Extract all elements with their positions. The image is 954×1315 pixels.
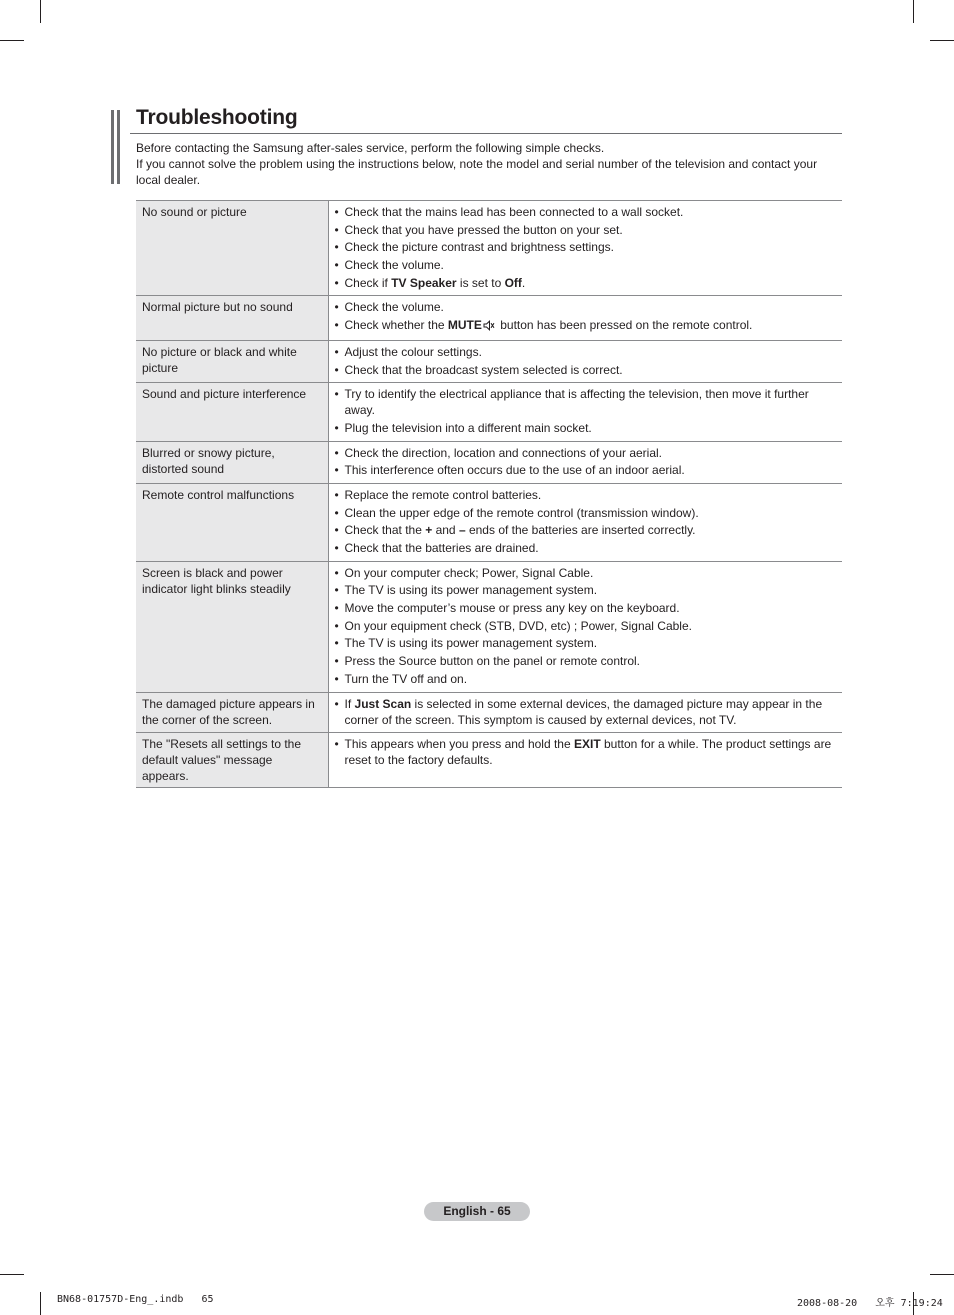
solution-item: [335, 204, 837, 220]
solution-cell: [328, 201, 842, 296]
solution-list: [335, 736, 837, 768]
print-timestamp: 2008-08-20 오후 7:19:24: [797, 1298, 943, 1309]
page-title: Troubleshooting: [136, 106, 298, 129]
solution-item: [335, 582, 837, 598]
solution-item: [335, 257, 837, 273]
solution-item: [335, 445, 837, 461]
solution-text: Adjust the colour settings.: [344, 344, 482, 359]
solution-text: The TV is using its power management system.: [344, 636, 598, 651]
solution-text: This appears when you press and hold the: [344, 737, 574, 752]
table-row: [136, 692, 842, 733]
table-row: [136, 483, 842, 561]
emphasis-text: EXIT: [573, 737, 601, 752]
mute-icon: [483, 319, 495, 335]
solution-cell: [328, 340, 842, 382]
solution-text: is selected in some external devices, the damaged picture may appear in the corner of the screen. This symptom is caused by external devices, not TV.: [344, 696, 823, 727]
intro-line: If you cannot solve the problem using the instructions below, note the model and serial number of the television and contact your local dealer.: [136, 157, 818, 187]
emphasis-text: –: [458, 523, 466, 538]
solution-item: [335, 487, 837, 503]
solution-text: and: [432, 523, 459, 538]
solution-list: [335, 565, 837, 687]
solution-cell: [328, 483, 842, 561]
emphasis-text: TV Speaker: [391, 275, 457, 290]
intro-line: Before contacting the Samsung after-sales service, perform the following simple checks.: [136, 141, 605, 155]
table-row: [136, 733, 842, 788]
crop-mark: [913, 0, 914, 23]
problem-cell: Sound and picture interference: [136, 383, 328, 441]
table-row: [136, 340, 842, 382]
solution-text: Check that the broadcast system selected is correct.: [344, 362, 623, 377]
solution-text: .: [521, 275, 526, 290]
solution-cell: [328, 441, 842, 483]
problem-cell: The damaged picture appears in the corner of the screen.: [136, 692, 328, 733]
solution-item: [335, 736, 837, 768]
solution-text: Check that the: [344, 523, 426, 538]
solution-text: ends of the batteries are inserted correctly.: [465, 523, 696, 538]
crop-mark: [40, 1292, 41, 1315]
crop-mark: [0, 1274, 24, 1275]
solution-cell: [328, 733, 842, 788]
page-number-badge: English - 65: [424, 1202, 530, 1221]
solution-item: [335, 420, 837, 436]
solution-text: Check that you have pressed the button on your set.: [344, 222, 623, 237]
solution-text: Turn the TV off and on.: [344, 671, 468, 686]
troubleshooting-table: [136, 200, 842, 788]
solution-cell: [328, 296, 842, 340]
table-row: [136, 561, 842, 692]
solution-list: [335, 487, 837, 556]
solution-text: On your equipment check (STB, DVD, etc) ; Power, Signal Cable.: [344, 618, 692, 633]
solution-item: [335, 653, 837, 669]
problem-cell: Normal picture but no sound: [136, 296, 328, 340]
solution-item: [335, 696, 837, 728]
solution-text: Move the computer’s mouse or press any key on the keyboard.: [344, 601, 680, 616]
file-slug: BN68-01757D-Eng_.indb 65: [57, 1294, 214, 1305]
solution-item: [335, 222, 837, 238]
problem-cell: Remote control malfunctions: [136, 483, 328, 561]
solution-item: [335, 344, 837, 360]
problem-cell: No sound or picture: [136, 201, 328, 296]
solution-text: button for a while. The product settings are reset to the factory defaults.: [344, 737, 832, 768]
solution-text: Check the volume.: [344, 258, 444, 273]
problem-cell: Screen is black and power indicator light blinks steadily: [136, 561, 328, 692]
solution-item: [335, 299, 837, 315]
solution-item: [335, 522, 837, 538]
solution-text: Replace the remote control batteries.: [344, 487, 542, 502]
emphasis-text: MUTE: [447, 318, 482, 333]
table-row: [136, 201, 842, 296]
problem-cell: The "Resets all settings to the default values" message appears.: [136, 733, 328, 788]
solution-item: [335, 317, 837, 335]
solution-text: is set to: [456, 275, 505, 290]
solution-item: [335, 671, 837, 687]
solution-text: On your computer check; Power, Signal Cable.: [344, 565, 594, 580]
solution-text: Press the Source button on the panel or remote control.: [344, 654, 641, 669]
table-row: [136, 383, 842, 441]
solution-item: [335, 239, 837, 255]
solution-text: If: [344, 696, 355, 711]
solution-text: Clean the upper edge of the remote control (transmission window).: [344, 505, 699, 520]
solution-list: [335, 299, 837, 335]
problem-cell: No picture or black and white picture: [136, 340, 328, 382]
table-row: [136, 296, 842, 340]
emphasis-text: Off: [504, 275, 522, 290]
solution-text: The TV is using its power management system.: [344, 583, 598, 598]
solution-item: [335, 462, 837, 478]
solution-item: [335, 540, 837, 556]
problem-cell: Blurred or snowy picture, distorted sound: [136, 441, 328, 483]
solution-item: [335, 275, 837, 291]
solution-list: [335, 696, 837, 728]
solution-item: [335, 505, 837, 521]
solution-list: [335, 204, 837, 291]
solution-text: Check the picture contrast and brightness settings.: [344, 240, 614, 255]
solution-text: Check if: [344, 275, 392, 290]
solution-text: Check the direction, location and connections of your aerial.: [344, 445, 663, 460]
crop-mark: [930, 1274, 954, 1275]
solution-text: Plug the television into a different main socket.: [344, 420, 592, 435]
solution-text: Check the volume.: [344, 300, 444, 315]
solution-text: Check that the batteries are drained.: [344, 541, 539, 555]
solution-item: [335, 565, 837, 581]
troubleshooting-table-body: [136, 201, 842, 788]
title-rule: [130, 133, 842, 134]
solution-cell: [328, 692, 842, 733]
emphasis-text: +: [425, 523, 433, 538]
solution-text: Check that the mains lead has been connected to a wall socket.: [344, 205, 684, 219]
solution-list: [335, 445, 837, 479]
crop-mark: [930, 40, 954, 41]
solution-item: [335, 635, 837, 651]
solution-text: This interference often occurs due to the use of an indoor aerial.: [344, 463, 685, 478]
solution-text: Check whether the: [344, 318, 448, 333]
solution-text: button has been pressed on the remote control.: [496, 318, 753, 333]
table-row: [136, 441, 842, 483]
solution-list: [335, 344, 837, 378]
solution-item: [335, 600, 837, 616]
solution-text: Try to identify the electrical appliance that is affecting the television, then move it further away.: [344, 387, 809, 418]
crop-mark: [0, 40, 24, 41]
solution-item: [335, 386, 837, 418]
crop-mark: [40, 0, 41, 23]
solution-cell: [328, 383, 842, 441]
solution-list: [335, 386, 837, 436]
intro-text: [136, 140, 841, 188]
solution-cell: [328, 561, 842, 692]
solution-item: [335, 362, 837, 378]
solution-item: [335, 618, 837, 634]
emphasis-text: Just Scan: [354, 696, 412, 711]
